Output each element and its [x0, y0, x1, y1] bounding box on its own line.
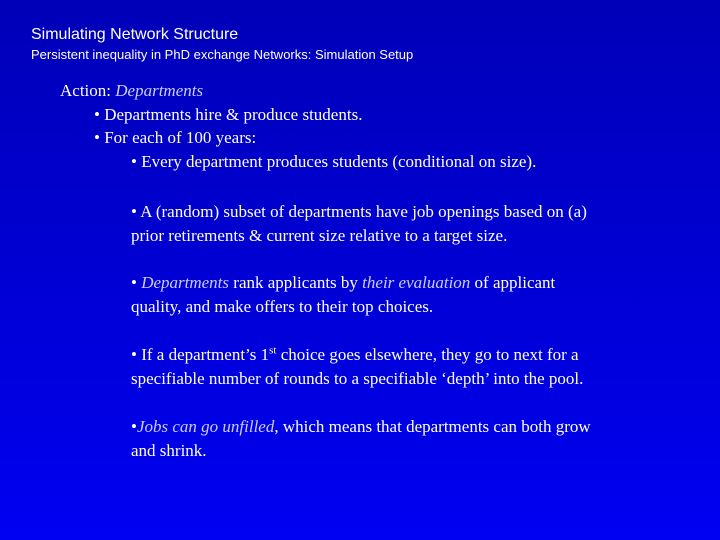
- bullet-unfilled-line1: [131, 415, 591, 438]
- bullet-first-choice-line2: specifiable number of rounds to a specifiable ‘depth’ into the pool.: [131, 369, 584, 388]
- bullet-hire-produce: • Departments hire & produce students.: [94, 105, 363, 124]
- bullet-rank-applicants-line1: [131, 271, 555, 294]
- slide-subtitle: Persistent inequality in PhD exchange Networks: Simulation Setup: [31, 47, 414, 62]
- action-label: Action: [60, 81, 107, 100]
- text-first-choice-post: choice goes elsewhere, they go to next for a: [276, 345, 579, 364]
- emphasis-their-evaluation: their evaluation: [362, 273, 471, 292]
- bullet-first-choice-line1: [131, 343, 579, 366]
- text-grow: , which means that departments can both grow: [274, 417, 591, 436]
- bullet-rank-applicants-line2: quality, and make offers to their top choices.: [131, 297, 434, 316]
- action-value: Departments: [115, 81, 204, 100]
- text-applicant: of applicant: [470, 273, 556, 292]
- text-rank: rank applicants by: [229, 273, 363, 292]
- bullet-marker: •: [131, 273, 142, 292]
- slide-title: Simulating Network Structure: [31, 26, 239, 43]
- emphasis-jobs-unfilled: Jobs can go unfilled: [136, 417, 275, 436]
- action-colon: :: [106, 81, 116, 100]
- superscript-st: st: [269, 344, 277, 357]
- bullet-produce-students: • Every department produces students (conditional on size).: [131, 152, 537, 171]
- bullet-job-openings-line2: prior retirements & current size relative to a target size.: [131, 226, 508, 245]
- text-first-choice-pre: • If a department’s 1: [131, 345, 270, 364]
- bullet-job-openings-line1: • A (random) subset of departments have job openings based on (a): [131, 202, 587, 221]
- emphasis-departments: Departments: [141, 273, 230, 292]
- action-heading: [60, 79, 203, 102]
- bullet-unfilled-line2: and shrink.: [131, 441, 207, 460]
- bullet-marker: •: [131, 417, 137, 436]
- bullet-each-year: • For each of 100 years:: [94, 128, 257, 147]
